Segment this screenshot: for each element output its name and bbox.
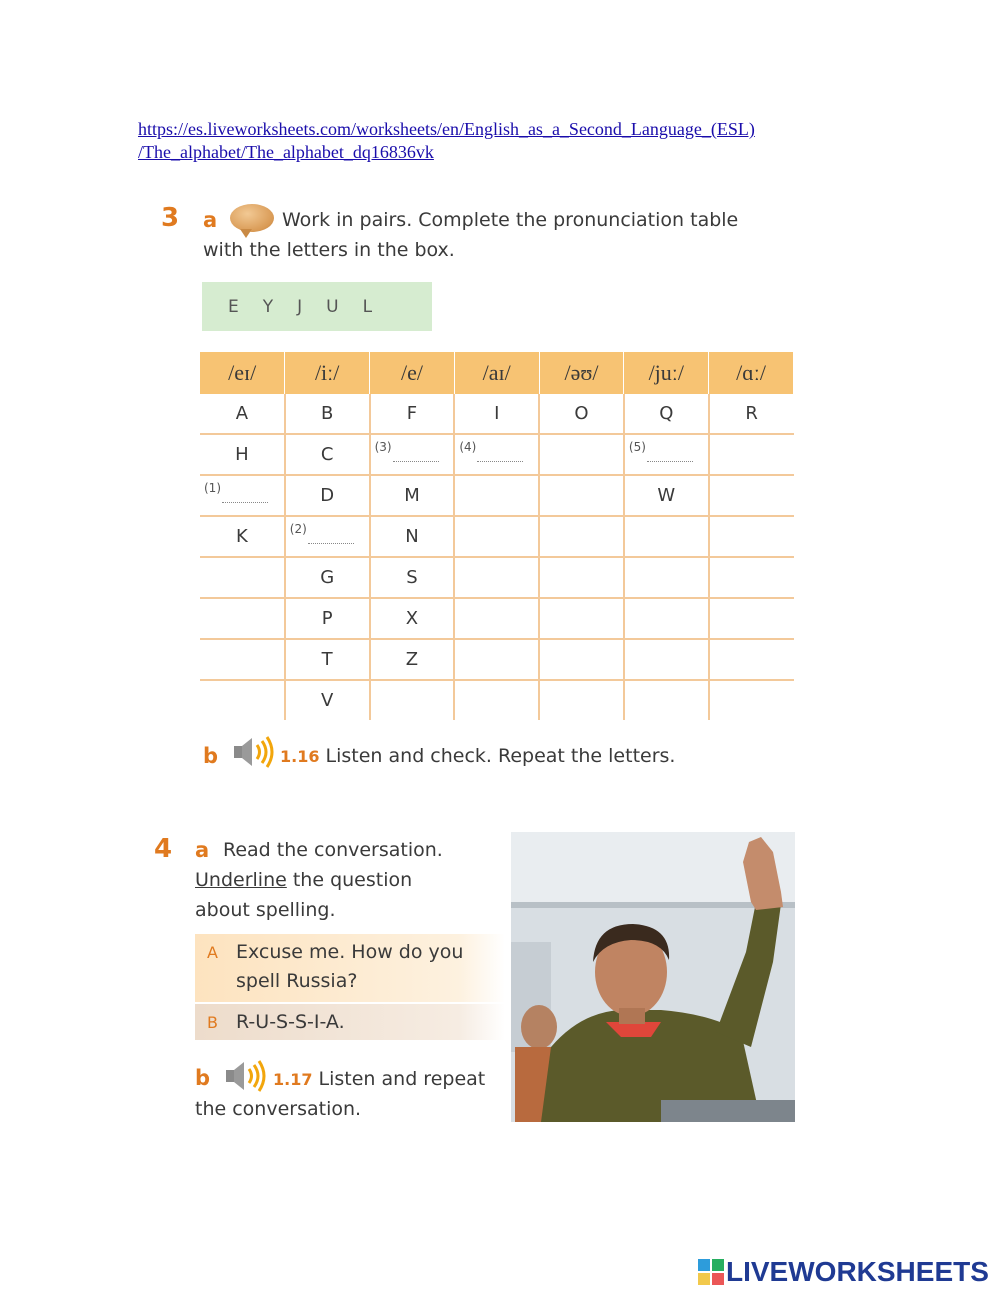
dialog-text: R-U-S-S-I-A. [236,1011,345,1033]
table-cell: Z [370,639,455,680]
instruction-rest: the question [286,869,413,891]
table-cell [709,516,794,557]
exercise-4a-instruction-line1: Read the conversation. [223,839,443,861]
sound-header: /juː/ [624,352,709,394]
table-cell [624,639,709,680]
logo-blocks-icon [698,1259,726,1285]
track-number: 1.16 [280,747,320,766]
table-cell [539,434,624,475]
exercise-3a-instruction-line2: with the letters in the box. [203,239,455,261]
exercise-4b-instruction-line1 [273,1064,485,1095]
table-cell [454,475,539,516]
table-cell [709,434,794,475]
table-cell [200,639,285,680]
underline-word: Underline [195,869,287,891]
gap-number: (4) [459,440,477,454]
table-row [200,680,794,720]
gap-number: (2) [289,522,307,536]
gap-cell[interactable] [370,434,455,475]
sound-header: /iː/ [285,352,370,394]
dialog-line-b [195,1004,505,1040]
table-cell: A [200,394,285,434]
table-cell [624,680,709,720]
table-cell [539,516,624,557]
liveworksheets-logo[interactable] [698,1256,989,1288]
gap-cell[interactable] [454,434,539,475]
table-row [200,598,794,639]
gap-number: (5) [628,440,646,454]
exercise-4-number: 4 [154,834,173,864]
table-cell [539,680,624,720]
table-cell: F [370,394,455,434]
box-letter: Y [262,296,274,317]
table-cell: T [285,639,370,680]
exercise-4a-instruction-line2 [195,865,412,895]
audio-speaker-icon[interactable] [224,1057,270,1095]
table-row [200,394,794,434]
exercise-4a-instruction-line3: about spelling. [195,899,336,921]
table-cell: D [285,475,370,516]
letter-box [202,282,432,331]
table-cell [709,557,794,598]
table-cell: K [200,516,285,557]
sound-header: /e/ [370,352,455,394]
table-cell [454,639,539,680]
source-link-line2[interactable]: /The_alphabet/The_alphabet_dq16836vk [138,142,434,162]
exercise-4b-letter: b [195,1066,211,1090]
sound-header: /ɑː/ [709,352,794,394]
gap-number: (3) [374,440,392,454]
conversation [195,934,505,1040]
table-cell [200,598,285,639]
gap-number: (1) [204,481,221,495]
exercise-3-number: 3 [161,203,180,233]
table-cell: I [454,394,539,434]
table-row [200,475,794,516]
table-cell [200,557,285,598]
table-cell [454,557,539,598]
table-cell: Q [624,394,709,434]
exercise-3a-instruction-line1: Work in pairs. Complete the pronunciation table [282,209,739,231]
table-cell: V [285,680,370,720]
student-photo [511,832,795,1122]
table-cell [454,598,539,639]
table-cell: M [370,475,455,516]
table-row [200,557,794,598]
table-cell [624,557,709,598]
table-cell: P [285,598,370,639]
track-number: 1.17 [273,1070,313,1089]
table-cell [454,516,539,557]
answer-blank[interactable] [477,461,523,462]
table-row [200,516,794,557]
table-cell: W [624,475,709,516]
dialog-text: spell Russia? [236,970,358,992]
box-letter: J [297,296,303,317]
table-cell [539,475,624,516]
table-row [200,639,794,680]
speech-bubble-icon [230,204,274,232]
exercise-4b-text: Listen and repeat [318,1068,486,1090]
table-cell [539,598,624,639]
exercise-3b-text: Listen and check. Repeat the letters. [325,745,676,767]
answer-blank[interactable] [647,461,693,462]
source-link[interactable] [138,118,868,164]
audio-speaker-icon[interactable] [232,733,278,771]
table-cell [709,639,794,680]
source-link-line1[interactable]: https://es.liveworksheets.com/worksheets/en/English_as_a_Second_Language_(ESL) [138,119,755,139]
answer-blank[interactable] [222,502,268,503]
table-cell: R [709,394,794,434]
table-cell [539,639,624,680]
dialog-text: Excuse me. How do you [236,941,464,963]
table-cell: C [285,434,370,475]
table-cell: O [539,394,624,434]
logo-text: LIVEWORKSHEETS [726,1256,989,1287]
dialog-line-a [195,934,505,1002]
table-cell: B [285,394,370,434]
speaker-label: B [207,1013,218,1032]
table-cell [454,680,539,720]
box-letter: E [228,296,239,317]
speaker-label: A [207,943,218,962]
box-letter: L [362,296,373,317]
table-row [200,434,794,475]
table-cell [539,557,624,598]
table-cell: S [370,557,455,598]
table-cell: G [285,557,370,598]
answer-blank[interactable] [393,461,439,462]
exercise-3b-instruction [280,741,675,772]
table-cell: N [370,516,455,557]
table-cell: X [370,598,455,639]
exercise-3a-letter: a [203,208,218,232]
sound-header: /aɪ/ [454,352,539,394]
exercise-4a-letter: a [195,838,210,862]
sound-header: /əʊ/ [539,352,624,394]
pronunciation-table [200,352,794,720]
gap-cell[interactable] [285,516,370,557]
table-cell [200,680,285,720]
table-cell: H [200,434,285,475]
table-cell [709,598,794,639]
box-letter: U [326,296,339,317]
exercise-3b-letter: b [203,744,219,768]
answer-blank[interactable] [308,543,354,544]
exercise-4b-instruction-line2: the conversation. [195,1098,362,1120]
gap-cell[interactable] [624,434,709,475]
table-cell [624,598,709,639]
sound-header: /eɪ/ [200,352,285,394]
table-cell [709,475,794,516]
table-cell [709,680,794,720]
table-cell [624,516,709,557]
gap-cell[interactable] [200,475,285,516]
table-cell [370,680,455,720]
